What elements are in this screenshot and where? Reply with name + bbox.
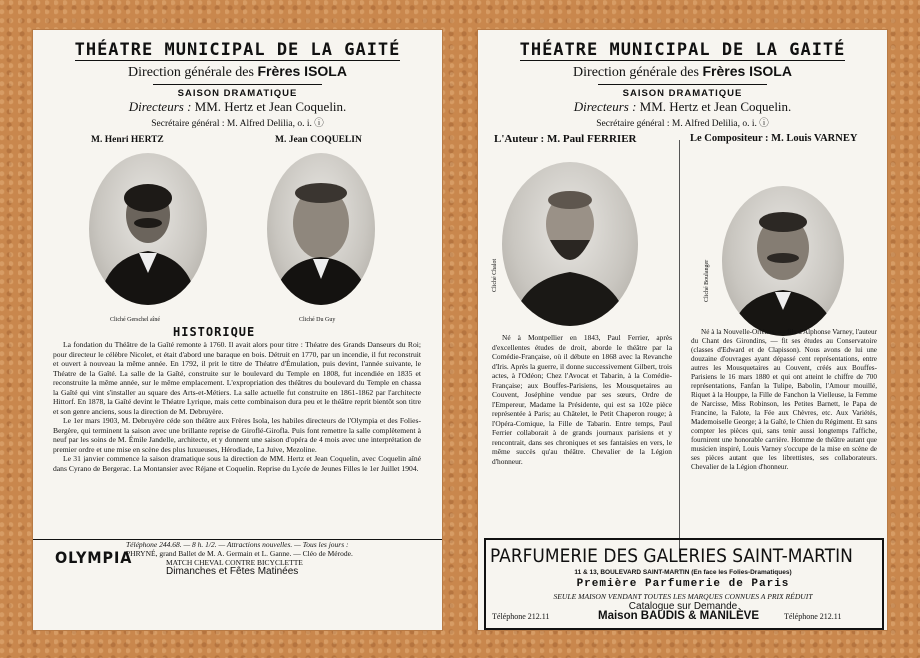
divider-rule [153, 84, 322, 85]
divider-rule [598, 84, 767, 85]
directors-line: Directeurs : MM. Hertz et Jean Coquelin. [128, 99, 347, 114]
season-label: SAISON DRAMATIQUE [622, 88, 743, 99]
theatre-title: THÉATRE MUNICIPAL DE LA GAITÉ [519, 40, 846, 60]
right-program-page [478, 30, 887, 630]
olympia-line: Téléphone 244.68. — 8 h. 1/2. — Attractions nouvelles. — Tous les jours : [126, 540, 349, 549]
ad-address: 11 & 13, BOULEVARD SAINT-MARTIN (En face les Folies-Dramatiques) [574, 569, 792, 576]
olympia-ad-text [126, 540, 353, 576]
history-heading: HISTORIQUE [173, 325, 256, 339]
column-divider [679, 140, 680, 558]
direction-line: Direction générale des Frères ISOLA [128, 63, 347, 80]
composer-bio-paragraph: Né à la Nouvelle-Orléans, — fils d'Alphonse Varney, l'auteur du Chant des Girondins, — fit ses études au Conservatoire (classes d'Edward et de Clapisson). Nous avons de lui une douzaine d'ouvrages ayant dépassé cent représentations, entre autres les Mousquetaires au Couvent, créés aux Bouffes-Parisiens le 16 mars 1880 et qui ont atteint le chiffre de 700 représentations, Fanfan la Tulipe, Babolin, l'Amour mouillé, Riquet à la Houppe, la Fille de Fanchon la Vielleuse, la Femme de Narcisse, Miss Robinson, les Petites Barnett, le Papa de Francine, la Falote, la Fée aux Chèvres, etc. Aux Variétés, Mademoiselle George; à la Gaîté, le Chien du Régiment. Et sans compter les pièces qui, sans tenir aussi longtemps l'affiche, fournirent une honorable carrière. Homme de théâtre autant que musicien inspiré, Louis Varney s'occupe de la mise en scène de ses pièces autant que les librettistes, ses collaborateurs. Chevalier de la Légion d'honneur. [691, 328, 877, 471]
ad-maison: Maison BAUDIS & MANILÈVE [598, 610, 760, 622]
history-paragraph: La fondation du Théâtre de la Gaîté remonte à 1760. Il avait alors pour titre : Théatre des Grands Danseurs du Roi; pour directeur le célèbre Nicolet, et était d'abord une baraque en bois. Détruit en 1770, par un incendie, il fut reconstruit et ouvert à nouveau la même année. En 1792, il prit le titre de Théatre d'Émulation, puis devint, l'année suivante, le Théatre de la Gaîté. La salle de la Gaîté, construite sur le boulevard du Temple en 1808, fut incendiée en 1835 et reconstruite la même année, sur le même emplacement. L'expropriation des théâtres du boulevard du Temple en chassa la Gaîté qui vint s'installer au square des Arts-et-Métiers. La salle actuelle fut construite en 1861-1862 par l'architecte Hittorf. En 1878, la Gaîté devint le Théatre Lyrique, mais cette combinaison dura peu et le théâtre reprit bientôt son titre et son genre anciens, sous la direction de M. Debruyère. [53, 340, 421, 416]
history-paragraph: Le 1er mars 1903, M. Debruyère céde son théâtre aux Frères Isola, les habiles directeurs de l'Olympia et des Folies-Bergère, qui terminent la saison avec une brillante reprise de Giroflé-Girofla. Puis font remettre la salle complètement à neuf par les soins de M. Émile Jandelle, architecte, et y donnent une saison d'opéra de 4 mois avec une interprétation de premier ordre et une mise en scène des plus luxueuses, Hérodiade, La Juive, Mezoline. [53, 416, 421, 454]
photo-credit-varney: Cliché Boulanger [704, 259, 710, 302]
secretary-line: Secrétaire général : M. Alfred Delilia, o. i. ⓘ [596, 119, 769, 129]
portrait-name-hertz: M. Henri HERTZ [91, 135, 164, 145]
composer-label: Le Compositeur : M. Louis VARNEY [690, 133, 858, 144]
season-label: SAISON DRAMATIQUE [177, 88, 298, 99]
author-biography [492, 333, 672, 535]
ad-phone-right: Téléphone 212.11 [784, 612, 842, 621]
ad-line-catalogue: Catalogue sur Demande [628, 601, 738, 612]
portrait-coquelin [267, 153, 375, 305]
history-paragraph: Le 31 janvier commence la saison dramatique sous la direction de MM. Hertz et Jean Coquelin, avec Coquelin aîné dans Cyrano de Bergerac. La Montansier avec Réjane et Coquelin. Reprise du Lycée de Jeunes Filles le 1er Juillet 1904. [53, 454, 421, 473]
olympia-line: PHRYNÉ, grand Ballet de M. A. Germain et L. Ganne. — Cléo de Mérode. [126, 549, 353, 558]
olympia-line: Dimanches et Fêtes Matinées [166, 566, 299, 577]
directors-line: Directeurs : MM. Hertz et Jean Coquelin. [573, 99, 792, 114]
theatre-title: THÉATRE MUNICIPAL DE LA GAITÉ [74, 40, 401, 60]
author-label: L'Auteur : M. Paul FERRIER [494, 133, 637, 145]
portrait-hertz [89, 153, 207, 305]
portrait-name-coquelin: M. Jean COQUELIN [275, 135, 362, 145]
photo-credit-hertz: Cliché Gerschel aîné [110, 317, 160, 323]
direction-line: Direction générale des Frères ISOLA [573, 63, 792, 80]
photo-credit-coquelin: Cliché Du Guy [299, 317, 336, 323]
olympia-line: MATCH CHEVAL CONTRE BICYCLETTE [166, 558, 303, 567]
secretary-line: Secrétaire général : M. Alfred Delilia, o. i. ⓘ [151, 119, 324, 129]
olympia-logo: OLYMPIA [55, 548, 133, 567]
composer-biography [691, 328, 877, 536]
portrait-varney [722, 186, 844, 336]
left-program-page [33, 30, 442, 630]
ad-phone-left: Téléphone 212.11 [492, 612, 550, 621]
portrait-ferrier [502, 162, 638, 326]
photo-credit-ferrier: Cliché Chalot [492, 258, 498, 292]
ad-line-seule: SEULE MAISON VENDANT TOUTES LES MARQUES CONNUES A PRIX RÉDUIT [553, 592, 813, 601]
history-text [53, 340, 421, 538]
ad-title: PARFUMERIE DES GALERIES SAINT-MARTIN [490, 546, 853, 567]
ad-line-premiere: Première Parfumerie de Paris [576, 578, 790, 590]
author-bio-paragraph: Né à Montpellier en 1843, Paul Ferrier, après d'excellentes études de droit, aborde le théâtre par la Comédie-Française, où il débute en 1868 avec la Revanche d'Iris. Après la guerre, il donne successivement Gilbert, trois actes, à l'Odéon; Chez l'Avocat et Tabarin, à la Comédie-Française; aux Bouffes-Parisiens, les Mousquetaires au Couvent, Joséphine vendue par ses sœurs, Ordre de l'Empereur, Madame la Présidente, qui est sa 102e pièce représentée à Paris; au Châtelet, le Petit Chaperon rouge; à l'Opéra-Comique, la Fille de Tabarin. Entre temps, Paul Ferrier collaborait à de grands journaux parisiens et y rencontrait, dans ses chroniques et ses fantaisies en vers, le même succès qu'au théâtre. Chevalier de la Légion d'honneur. [492, 333, 672, 466]
